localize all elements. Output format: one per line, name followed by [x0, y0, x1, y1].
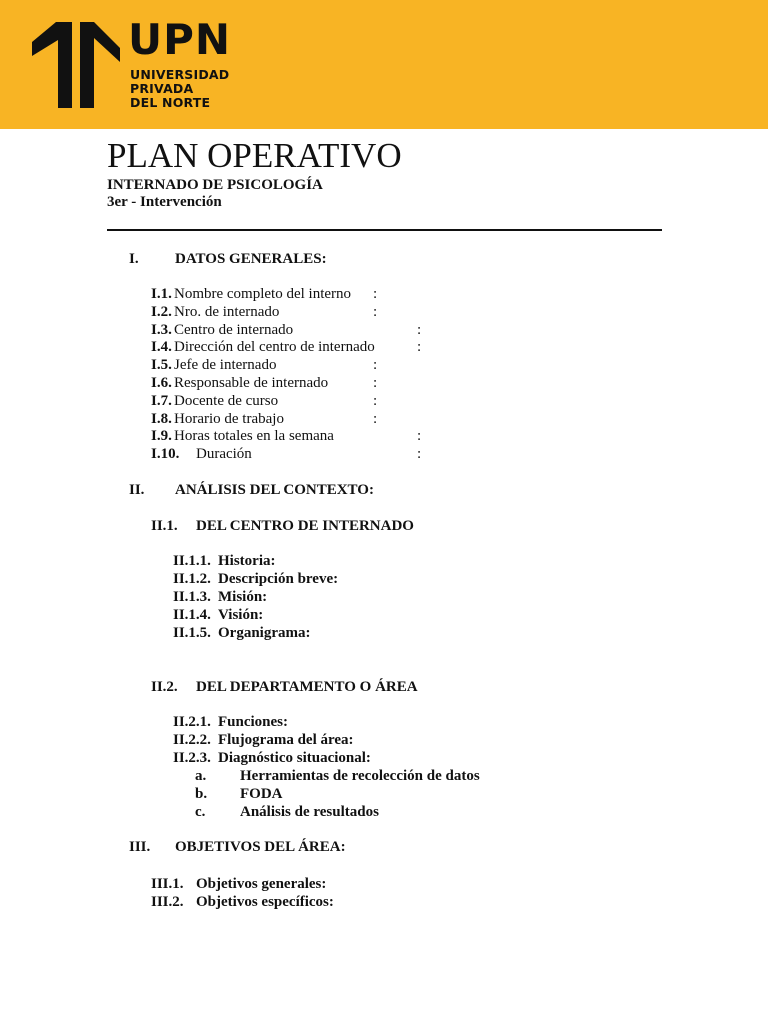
- area-item-number: II.2.3.: [173, 750, 211, 766]
- general-data-item-colon: :: [373, 375, 378, 391]
- general-data-item-label: Jefe de internado: [174, 357, 277, 374]
- objective-item-number: III.1.: [151, 876, 184, 892]
- center-item-label: Descripción breve:: [218, 571, 339, 587]
- logo-line-2: PRIVADA: [130, 81, 194, 96]
- subtitle-intervention: 3er - Intervención: [107, 194, 222, 210]
- diagnostic-label: Análisis de resultados: [240, 804, 379, 820]
- general-data-item-label: Docente de curso: [174, 392, 279, 409]
- center-item-number: II.1.2.: [173, 571, 211, 587]
- section-1-title: DATOS GENERALES:: [175, 251, 327, 267]
- general-data-item-number: I.2.: [151, 303, 172, 320]
- general-data-item-colon: :: [373, 303, 378, 320]
- general-data-item-label: Nro. de internado: [174, 303, 280, 320]
- section-3-title: OBJETIVOS DEL ÁREA:: [175, 839, 346, 855]
- diagnostic-letter: b.: [195, 786, 208, 802]
- subsection-2-1-number: II.1.: [151, 518, 178, 534]
- logo-line-1: UNIVERSIDAD: [130, 67, 230, 82]
- diagnostic-letter: a.: [195, 768, 207, 784]
- general-data-item-label: Duración: [196, 446, 252, 463]
- general-data-item-number: I.5.: [151, 357, 172, 374]
- general-data-item-colon: :: [373, 357, 378, 374]
- subsection-2-2-title: DEL DEPARTAMENTO O ÁREA: [196, 679, 418, 695]
- diagnostic-letter: c.: [195, 804, 206, 820]
- general-data-item-number: I.4.: [151, 339, 172, 356]
- area-item-number: II.2.2.: [173, 732, 211, 748]
- general-data-item-label: Horario de trabajo: [174, 410, 284, 427]
- area-item-label: Funciones:: [218, 714, 289, 730]
- subsection-2-1-title: DEL CENTRO DE INTERNADO: [196, 518, 414, 534]
- general-data-item-number: I.8.: [151, 410, 172, 427]
- center-item-number: II.1.3.: [173, 589, 211, 605]
- general-data-item-colon: :: [417, 428, 422, 445]
- general-data-item-number: I.9.: [151, 428, 172, 445]
- center-item-label: Visión:: [218, 607, 264, 623]
- general-data-item-number: I.7.: [151, 392, 172, 409]
- objective-item-label: Objetivos generales:: [196, 876, 327, 892]
- section-1-number: I.: [129, 251, 139, 267]
- general-data-item-colon: :: [373, 410, 378, 427]
- diagnostic-label: Herramientas de recolección de datos: [240, 768, 480, 784]
- logo-wordmark: UPN: [128, 15, 232, 64]
- general-data-item-label: Dirección del centro de internado: [174, 339, 375, 356]
- center-item-number: II.1.4.: [173, 607, 211, 623]
- general-data-item-label: Centro de internado: [174, 321, 294, 338]
- general-data-item-label: Horas totales en la semana: [174, 428, 334, 445]
- center-item-label: Organigrama:: [218, 625, 311, 641]
- area-item-label: Diagnóstico situacional:: [218, 750, 371, 766]
- general-data-item-colon: :: [417, 321, 422, 338]
- area-item-number: II.2.1.: [173, 714, 211, 730]
- objective-item-number: III.2.: [151, 894, 184, 910]
- objective-item-label: Objetivos específicos:: [196, 894, 334, 910]
- general-data-item-number: I.1.: [151, 286, 172, 302]
- section-2-title: ANÁLISIS DEL CONTEXTO:: [175, 482, 374, 498]
- section-2-number: II.: [129, 482, 145, 498]
- general-data-item-number: I.10.: [151, 446, 180, 463]
- section-3-number: III.: [129, 839, 151, 855]
- general-data-item-number: I.6.: [151, 375, 172, 391]
- divider: [107, 229, 662, 231]
- center-item-number: II.1.1.: [173, 553, 211, 569]
- subtitle-program: INTERNADO DE PSICOLOGÍA: [107, 177, 323, 193]
- general-data-item-label: Responsable de internado: [174, 375, 329, 391]
- general-data-item-colon: :: [417, 339, 422, 356]
- general-data-item-label: Nombre completo del interno: [174, 286, 352, 302]
- page-title: PLAN OPERATIVO: [107, 136, 402, 175]
- subsection-2-2-number: II.2.: [151, 679, 178, 695]
- general-data-item-number: I.3.: [151, 321, 172, 338]
- upn-logo-icon: [32, 22, 120, 108]
- general-data-item-colon: :: [417, 446, 422, 463]
- logo-line-3: DEL NORTE: [130, 95, 211, 110]
- header-band: [0, 0, 768, 129]
- area-item-label: Flujograma del área:: [218, 732, 354, 748]
- center-item-number: II.1.5.: [173, 625, 211, 641]
- diagnostic-label: FODA: [240, 786, 283, 802]
- center-item-label: Misión:: [218, 589, 268, 605]
- general-data-item-colon: :: [373, 286, 378, 302]
- center-item-label: Historia:: [218, 553, 276, 569]
- general-data-item-colon: :: [373, 392, 378, 409]
